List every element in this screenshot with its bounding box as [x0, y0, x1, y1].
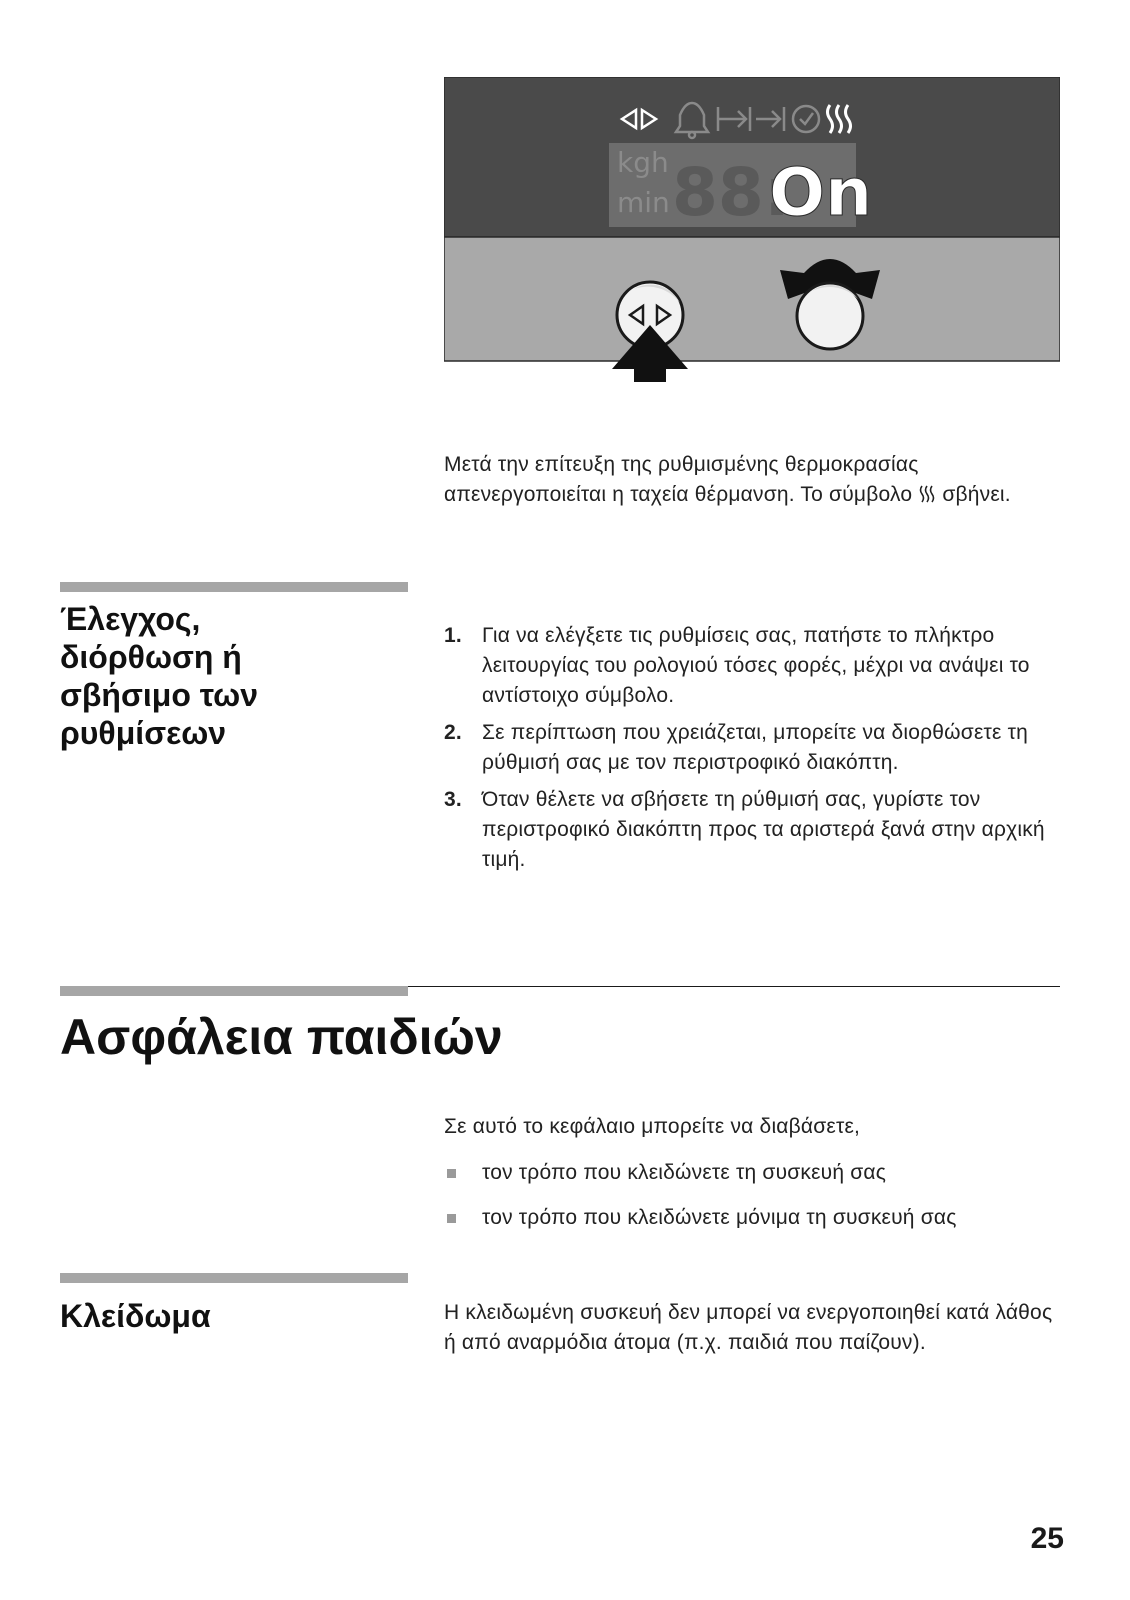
step-number: 2.	[444, 721, 462, 744]
chapter-heading: Ασφάλεια παιδιών	[60, 1009, 503, 1065]
unit-top-label: kgh	[617, 146, 669, 179]
bullet-text: τον τρόπο που κλειδώνετε τη συσκευή σας	[482, 1161, 887, 1184]
bullet-square-icon	[447, 1169, 456, 1178]
dim-digits: 88:	[672, 154, 791, 231]
section-bar	[60, 582, 408, 592]
page-number: 25	[1030, 1522, 1064, 1555]
list-item	[444, 621, 1059, 711]
intro-paragraph	[444, 450, 1044, 510]
heading-line: διόρθωση ή	[60, 639, 242, 675]
section-bar	[60, 1273, 408, 1283]
control-panel-figure	[444, 77, 1060, 382]
chapter-bar	[60, 986, 408, 996]
unit-bottom-label: min	[617, 186, 670, 219]
lit-digits: On	[769, 154, 873, 231]
chapter-rule	[408, 986, 1060, 987]
control-panel-illustration	[444, 77, 1060, 382]
list-item	[444, 785, 1059, 875]
list-item	[444, 1158, 1059, 1188]
lock-paragraph: Η κλειδωμένη συσκευή δεν μπορεί να ενεργοποιηθεί κατά λάθος ή από αναρμόδια άτομα (π.χ. παιδιά που παίζουν).	[444, 1301, 1053, 1354]
bullet-square-icon	[447, 1214, 456, 1223]
step-number: 1.	[444, 624, 462, 647]
bullet-text: τον τρόπο που κλειδώνετε μόνιμα τη συσκευή σας	[482, 1206, 957, 1229]
chapter-bullets	[444, 1158, 1059, 1248]
step-text: Όταν θέλετε να σβήσετε τη ρύθμισή σας, γυρίστε τον περιστροφικό διακόπτη προς τα αριστερά ξανά στην αρχική τιμή.	[482, 788, 1045, 871]
control-panel	[444, 237, 1060, 361]
intro-text-after: σβήνει.	[942, 483, 1011, 506]
rapid-heat-icon	[918, 484, 936, 504]
step-text: Σε περίπτωση που χρειάζεται, μπορείτε να διορθώσετε τη ρύθμισή σας με τον περιστροφικό διακόπτη.	[482, 721, 1028, 774]
step-number: 3.	[444, 788, 462, 811]
heading-line: σβήσιμο των	[60, 677, 258, 713]
step-text: Για να ελέγξετε τις ρυθμίσεις σας, πατήστε το πλήκτρο λειτουργίας του ρολογιού τόσες φορές, μέχρι να ανάψει το αντίστοιχο σύμβολο.	[482, 624, 1030, 707]
list-item	[444, 1203, 1059, 1233]
heading-line: ρυθμίσεων	[60, 715, 227, 751]
heading-line: Έλεγχος,	[60, 601, 201, 637]
section-heading-lock: Κλείδωμα	[60, 1298, 211, 1334]
intro-text-before: Μετά την επίτευξη της ρυθμισμένης θερμοκρασίας απενεργοποιείται η ταχεία θέρμανση. Το σύμβολο	[444, 453, 919, 506]
section-heading-check	[60, 600, 400, 752]
steps-list	[444, 621, 1059, 882]
chapter-intro: Σε αυτό το κεφάλαιο μπορείτε να διαβάσετε,	[444, 1115, 861, 1138]
list-item	[444, 718, 1059, 778]
